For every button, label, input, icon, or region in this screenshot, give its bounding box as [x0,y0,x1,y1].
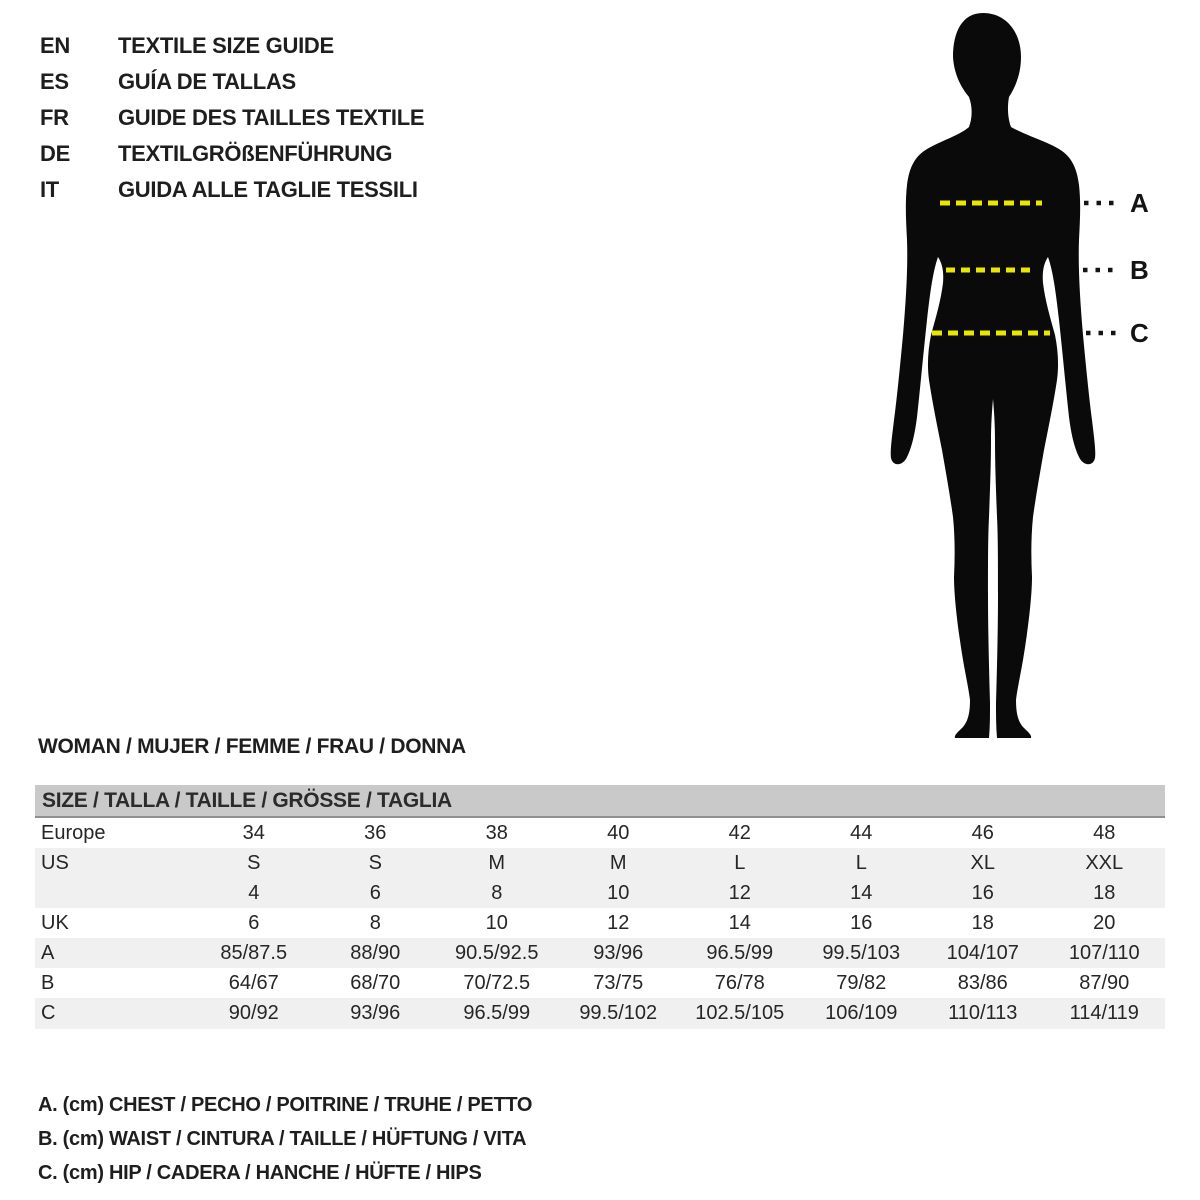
size-cell: 14 [850,881,873,904]
legend-waist: B. (cm) WAIST / CINTURA / TAILLE / HÜFTUNG / VITA [38,1128,527,1150]
size-cell: XL [970,851,995,874]
size-cell: 99.5/103 [822,941,901,964]
legend-chest: A. (cm) CHEST / PECHO / POITRINE / TRUHE / PETTO [38,1094,533,1116]
size-cell: 68/70 [350,971,401,994]
size-cell: L [734,851,746,874]
language-label: GUIDA ALLE TAGLIE TESSILI [118,177,418,202]
size-cell: 70/72.5 [463,971,531,994]
size-cell: 64/67 [228,971,279,994]
language-row-es [40,64,424,100]
woman-silhouette-figure [870,5,1200,745]
language-row-it [40,172,424,208]
size-cell: XXL [1085,851,1124,874]
table-row-uk [35,908,1165,938]
language-row-fr [40,100,424,136]
measurement-legend [38,1088,532,1190]
size-cell: 90.5/92.5 [455,941,539,964]
language-code: DE [40,141,70,166]
size-cell: 4 [248,881,260,904]
size-cell: S [368,851,382,874]
table-row-hip [35,998,1165,1029]
language-label: TEXTILE SIZE GUIDE [118,33,334,58]
row-label [35,878,193,908]
row-label: Europe [41,821,106,844]
section-title: WOMAN / MUJER / FEMME / FRAU / DONNA [38,735,466,758]
row-label: A [41,941,55,964]
table-row-us-letters [35,848,1165,878]
hip-label: C [1130,318,1149,348]
language-row-en [40,28,424,64]
size-cell: 88/90 [350,941,401,964]
language-code: EN [40,33,70,58]
table-row-us-numbers [35,878,1165,908]
waist-label: B [1130,255,1149,285]
size-cell: 114/119 [1069,1002,1139,1024]
row-label: B [41,971,55,994]
size-cell: 99.5/102 [579,1002,658,1024]
size-cell: 16 [971,881,994,904]
size-cell: 8 [369,911,381,934]
size-cell: 14 [728,911,751,934]
size-cell: 102.5/105 [695,1002,785,1024]
table-row-chest [35,938,1165,968]
size-cell: 85/87.5 [220,941,288,964]
size-cell: 90/92 [228,1002,279,1024]
size-cell: 76/78 [714,971,765,994]
size-cell: 40 [607,821,630,844]
table-header-label: SIZE / TALLA / TAILLE / GRÖSSE / TAGLIA [42,788,452,812]
size-cell: 6 [248,911,260,934]
size-cell: 73/75 [593,971,644,994]
size-cell: 16 [850,911,873,934]
row-label: UK [41,911,69,934]
size-cell: S [247,851,261,874]
row-label: US [41,851,69,874]
size-cell: 34 [242,821,265,844]
size-cell: 10 [607,881,630,904]
size-cell: 36 [364,821,387,844]
size-cell: 93/96 [350,1002,401,1024]
size-cell: M [488,851,506,874]
language-code: IT [40,177,59,202]
woman-silhouette [891,13,1096,738]
size-cell: 20 [1093,911,1116,934]
size-cell: 12 [607,911,630,934]
size-cell: 38 [485,821,508,844]
size-cell: 83/86 [957,971,1008,994]
size-cell: 79/82 [836,971,887,994]
language-row-de [40,136,424,172]
language-label: GUÍA DE TALLAS [118,69,296,94]
size-cell: 107/110 [1068,941,1140,964]
row-label: C [41,1002,56,1024]
table-row-waist [35,968,1165,998]
size-cell: 18 [971,911,994,934]
size-cell: L [855,851,867,874]
language-label: GUIDE DES TAILLES TEXTILE [118,105,425,130]
size-cell: 96.5/99 [706,941,774,964]
language-code: ES [40,69,69,94]
size-cell: 44 [850,821,873,844]
language-label: TEXTILGRÖßENFÜHRUNG [118,141,393,166]
size-cell: 48 [1093,821,1116,844]
table-row-europe [35,818,1165,848]
table-header-bar [35,785,1165,818]
legend-hip: C. (cm) HIP / CADERA / HANCHE / HÜFTE / HIPS [38,1162,482,1184]
size-cell: 87/90 [1079,971,1130,994]
size-cell: 110/113 [948,1002,1018,1024]
size-cell: 42 [728,821,751,844]
size-cell: 10 [485,911,508,934]
size-cell: 106/109 [825,1002,898,1024]
size-cell: 93/96 [593,941,644,964]
language-list [40,28,424,208]
size-cell: 6 [369,881,381,904]
size-cell: 18 [1093,881,1116,904]
size-cell: 8 [491,881,503,904]
size-table [35,818,1165,1029]
size-cell: M [609,851,627,874]
size-cell: 104/107 [946,941,1019,964]
size-cell: 46 [971,821,994,844]
size-cell: 12 [728,881,751,904]
chest-label: A [1130,188,1149,218]
language-code: FR [40,105,69,130]
size-cell: 96.5/99 [463,1002,531,1024]
